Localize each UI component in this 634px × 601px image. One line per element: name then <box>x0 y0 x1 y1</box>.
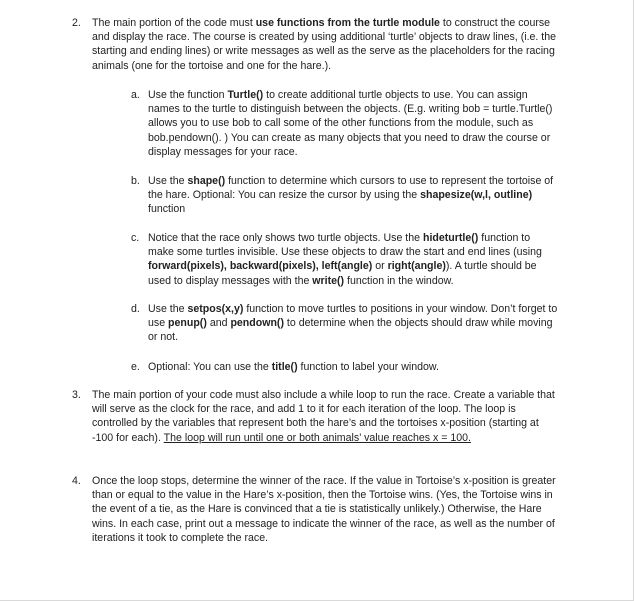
instruction-item-4 <box>72 474 562 545</box>
instruction-subitem-c <box>131 231 558 288</box>
item-underlined-text: The loop will run until one or both animals’ value reaches x = 100. <box>163 431 471 444</box>
instruction-item-2 <box>72 16 562 73</box>
item-text: function to label your window. <box>297 361 439 373</box>
subitem-letter: a. <box>131 89 140 101</box>
item-bold-text: shape() <box>187 175 226 187</box>
item-text: Use the <box>148 175 188 187</box>
subitem-letter: c. <box>131 232 140 244</box>
item-text: function to move turtles to positions in your window. Don’t forget to use <box>148 303 558 330</box>
item-bold-text: shapesize(w,l, outline) <box>420 189 533 202</box>
item-text: ). A turtle should be used to display messages with the <box>148 260 537 287</box>
item-text: Notice that the race only shows two turtle objects. Use the <box>148 232 423 244</box>
item-bold-text: right(angle) <box>387 260 446 273</box>
item-text: Once the loop stops, determine the winner of the race. If the value in Tortoise’s x-position is greater than or equal to the value in the Hare’s x-position, then the Tortoise wins. (Yes, the Tortoise wins in the event of a tie, as the Hare is convinced that a tie is statistically unlikely.) Otherwise, the Hare wins. In each case, print out a message to indicate the winner of the race, as well as the number of iterations it took to complete the race. <box>92 475 556 544</box>
item-number: 3. <box>72 389 81 401</box>
item-text: to determine when the objects should draw while moving or not. <box>148 317 553 344</box>
instruction-item-3 <box>72 388 562 445</box>
instruction-subitem-b <box>131 174 558 217</box>
item-text: Use the function <box>148 89 228 101</box>
instruction-subitem-e <box>131 360 558 374</box>
item-text: or <box>372 260 388 273</box>
item-bold-text: penup() <box>168 317 207 330</box>
item-bold-text: use functions from the turtle module <box>255 17 440 29</box>
item-bold-text: setpos(x,y) <box>187 303 244 315</box>
item-bold-text: pendown() <box>230 317 284 330</box>
item-text: function to determine which cursors to use to represent the tortoise of the hare. Optional: You can resize the cursor by using the <box>148 175 554 202</box>
item-text: to construct the course and display the race. The course is created by using additional ‘turtle’ objects to draw lines, (i.e. the starting and ending lines) or write messages as well as the serve as the placeholders for the racing animals (one for the tortoise and one for the hare.). <box>92 17 557 72</box>
item-text: and <box>206 317 231 330</box>
item-text: The main portion of your code must also include a while loop to run the race. Create a variable that will serve as the clock for the race, and add 1 to it for each iteration of the loop. The loop is controlled by the variables that represent both the hare’s and the tortoises x-position (starting at -100 for each). <box>92 389 555 444</box>
item-bold-text: hideturtle() <box>422 232 479 244</box>
subitem-letter: d. <box>131 303 140 315</box>
item-text: Use the <box>148 303 188 315</box>
item-number: 2. <box>72 17 81 29</box>
item-bold-text: forward(pixels), backward(pixels), left(angle) <box>148 260 373 273</box>
item-bold-text: Turtle() <box>227 89 264 101</box>
item-text: to create additional turtle objects to use. You can assign names to the turtle to distinguish between the objects. (E.g. writing bob = turtle.Turtle() allows you to use bob to call some of the other functions from the module, such as bob.pendown(). ) You can create as many objects that you need to draw the course or display messages for your race. <box>148 89 553 158</box>
item-bold-text: title() <box>271 361 298 373</box>
item-bold-text: write() <box>312 274 345 287</box>
item-text: function to make some turtles invisible. Use these objects to draw the start and end lines (using <box>148 232 542 259</box>
item-text: function in the window. <box>344 274 454 287</box>
item-text: Optional: You can use the <box>148 361 272 373</box>
item-text: The main portion of the code must <box>92 17 256 29</box>
subitem-letter: b. <box>131 175 140 187</box>
item-text: function <box>148 203 186 216</box>
instruction-subitem-d <box>131 302 558 345</box>
subitem-letter: e. <box>131 361 140 373</box>
item-number: 4. <box>72 475 81 487</box>
instruction-subitem-a <box>131 88 558 159</box>
